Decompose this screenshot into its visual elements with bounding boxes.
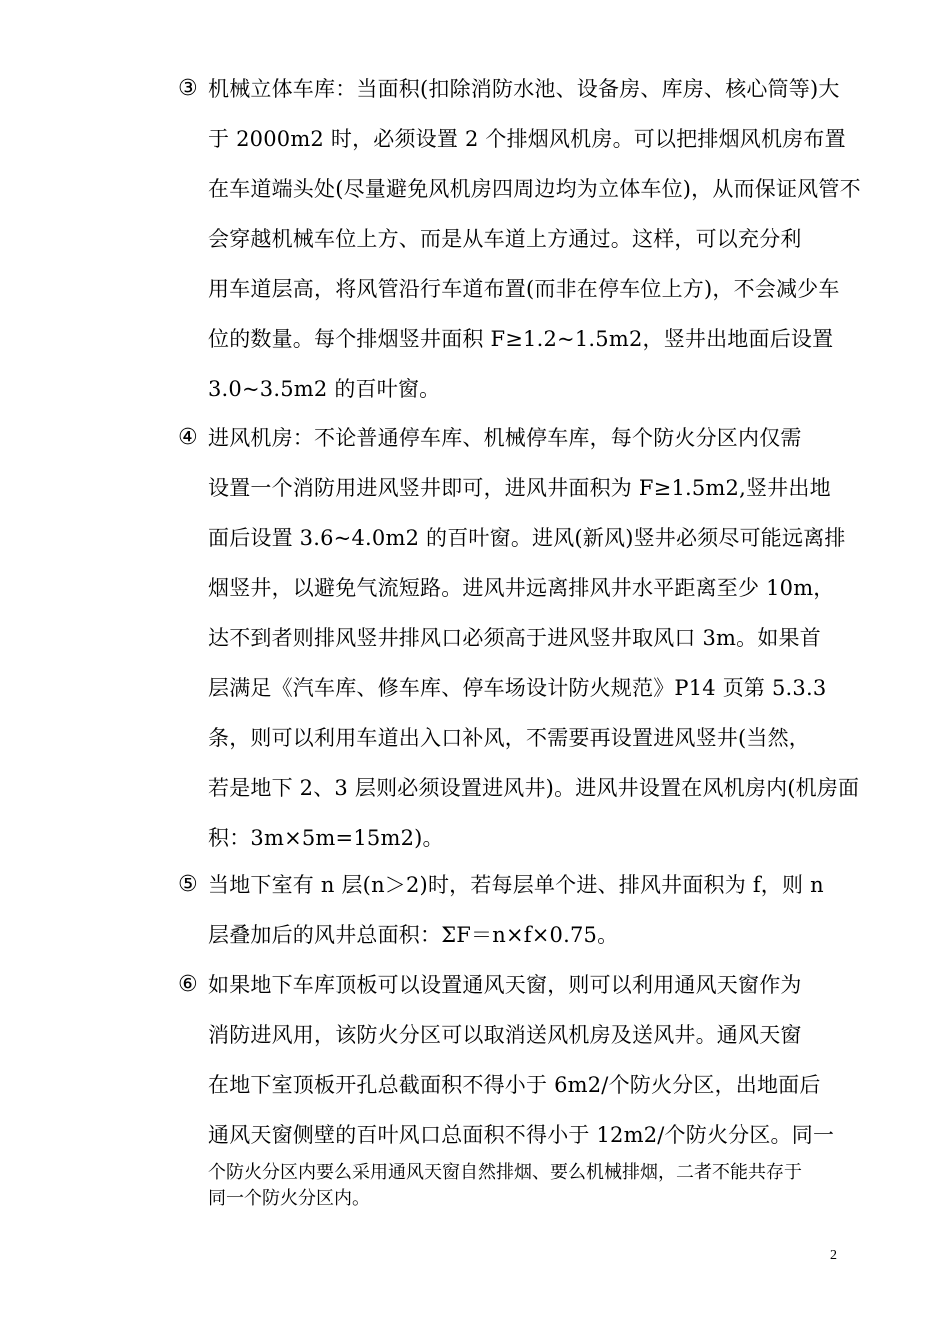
text-line: 进风机房：不论普通停车库、机械停车库，每个防火分区内仅需 — [208, 426, 802, 450]
item-number: ⑥ — [178, 972, 198, 997]
text-line: 层满足《汽车库、修车库、停车场设计防火规范》P14 页第 5.3.3 — [208, 676, 827, 700]
text-line: 层叠加后的风井总面积：ΣF＝n×f×0.75。 — [208, 923, 619, 947]
text-line: 3.0~3.5m2 的百叶窗。 — [208, 377, 441, 401]
text-line: 消防进风用，该防火分区可以取消送风机房及送风井。通风天窗 — [208, 1023, 802, 1047]
text-line: 当地下室有 n 层(n＞2)时，若每层单个进、排风井面积为 f，则 n — [208, 873, 824, 897]
item-number: ⑤ — [178, 872, 198, 897]
text-line: 用车道层高，将风管沿行车道布置(而非在停车位上方)，不会减少车 — [208, 277, 840, 301]
item-number: ④ — [178, 425, 198, 450]
text-line: 面后设置 3.6~4.0m2 的百叶窗。进风(新风)竖井必须尽可能远离排 — [208, 526, 846, 550]
text-line: 机械立体车库：当面积(扣除消防水池、设备房、库房、核心筒等)大 — [208, 77, 840, 101]
text-line: 于 2000m2 时，必须设置 2 个排烟风机房。可以把排烟风机房布置 — [208, 127, 846, 151]
text-line: 在地下室顶板开孔总截面积不得小于 6m2/个防火分区，出地面后 — [208, 1073, 821, 1097]
item-number: ③ — [178, 76, 198, 101]
text-line: 会穿越机械车位上方、而是从车道上方通过。这样，可以充分利 — [208, 227, 802, 251]
text-line: 位的数量。每个排烟竖井面积 F≥1.2~1.5m2，竖井出地面后设置 — [208, 327, 834, 351]
text-line: 同一个防火分区内。 — [208, 1188, 370, 1209]
page-number: 2 — [830, 1248, 837, 1263]
text-line: 设置一个消防用进风竖井即可，进风井面积为 F≥1.5m2,竖井出地 — [208, 476, 831, 500]
text-line: 条，则可以利用车道出入口补风，不需要再设置进风竖井(当然， — [208, 726, 810, 750]
text-line: 若是地下 2、3 层则必须设置进风井)。进风井设置在风机房内(机房面 — [208, 776, 860, 800]
text-line: 个防火分区内要么采用通风天窗自然排烟、要么机械排烟，二者不能共存于 — [208, 1162, 802, 1183]
text-line: 达不到者则排风竖井排风口必须高于进风竖井取风口 3m。如果首 — [208, 626, 821, 650]
text-line: 如果地下车库顶板可以设置通风天窗，则可以利用通风天窗作为 — [208, 973, 802, 997]
text-line: 烟竖井，以避免气流短路。进风井远离排风井水平距离至少 10m， — [208, 576, 835, 600]
text-line: 通风天窗侧壁的百叶风口总面积不得小于 12m2/个防火分区。同一 — [208, 1123, 835, 1147]
text-line: 积：3m×5m=15m2)。 — [208, 826, 444, 850]
text-line: 在车道端头处(尽量避免风机房四周边均为立体车位)，从而保证风管不 — [208, 177, 861, 201]
